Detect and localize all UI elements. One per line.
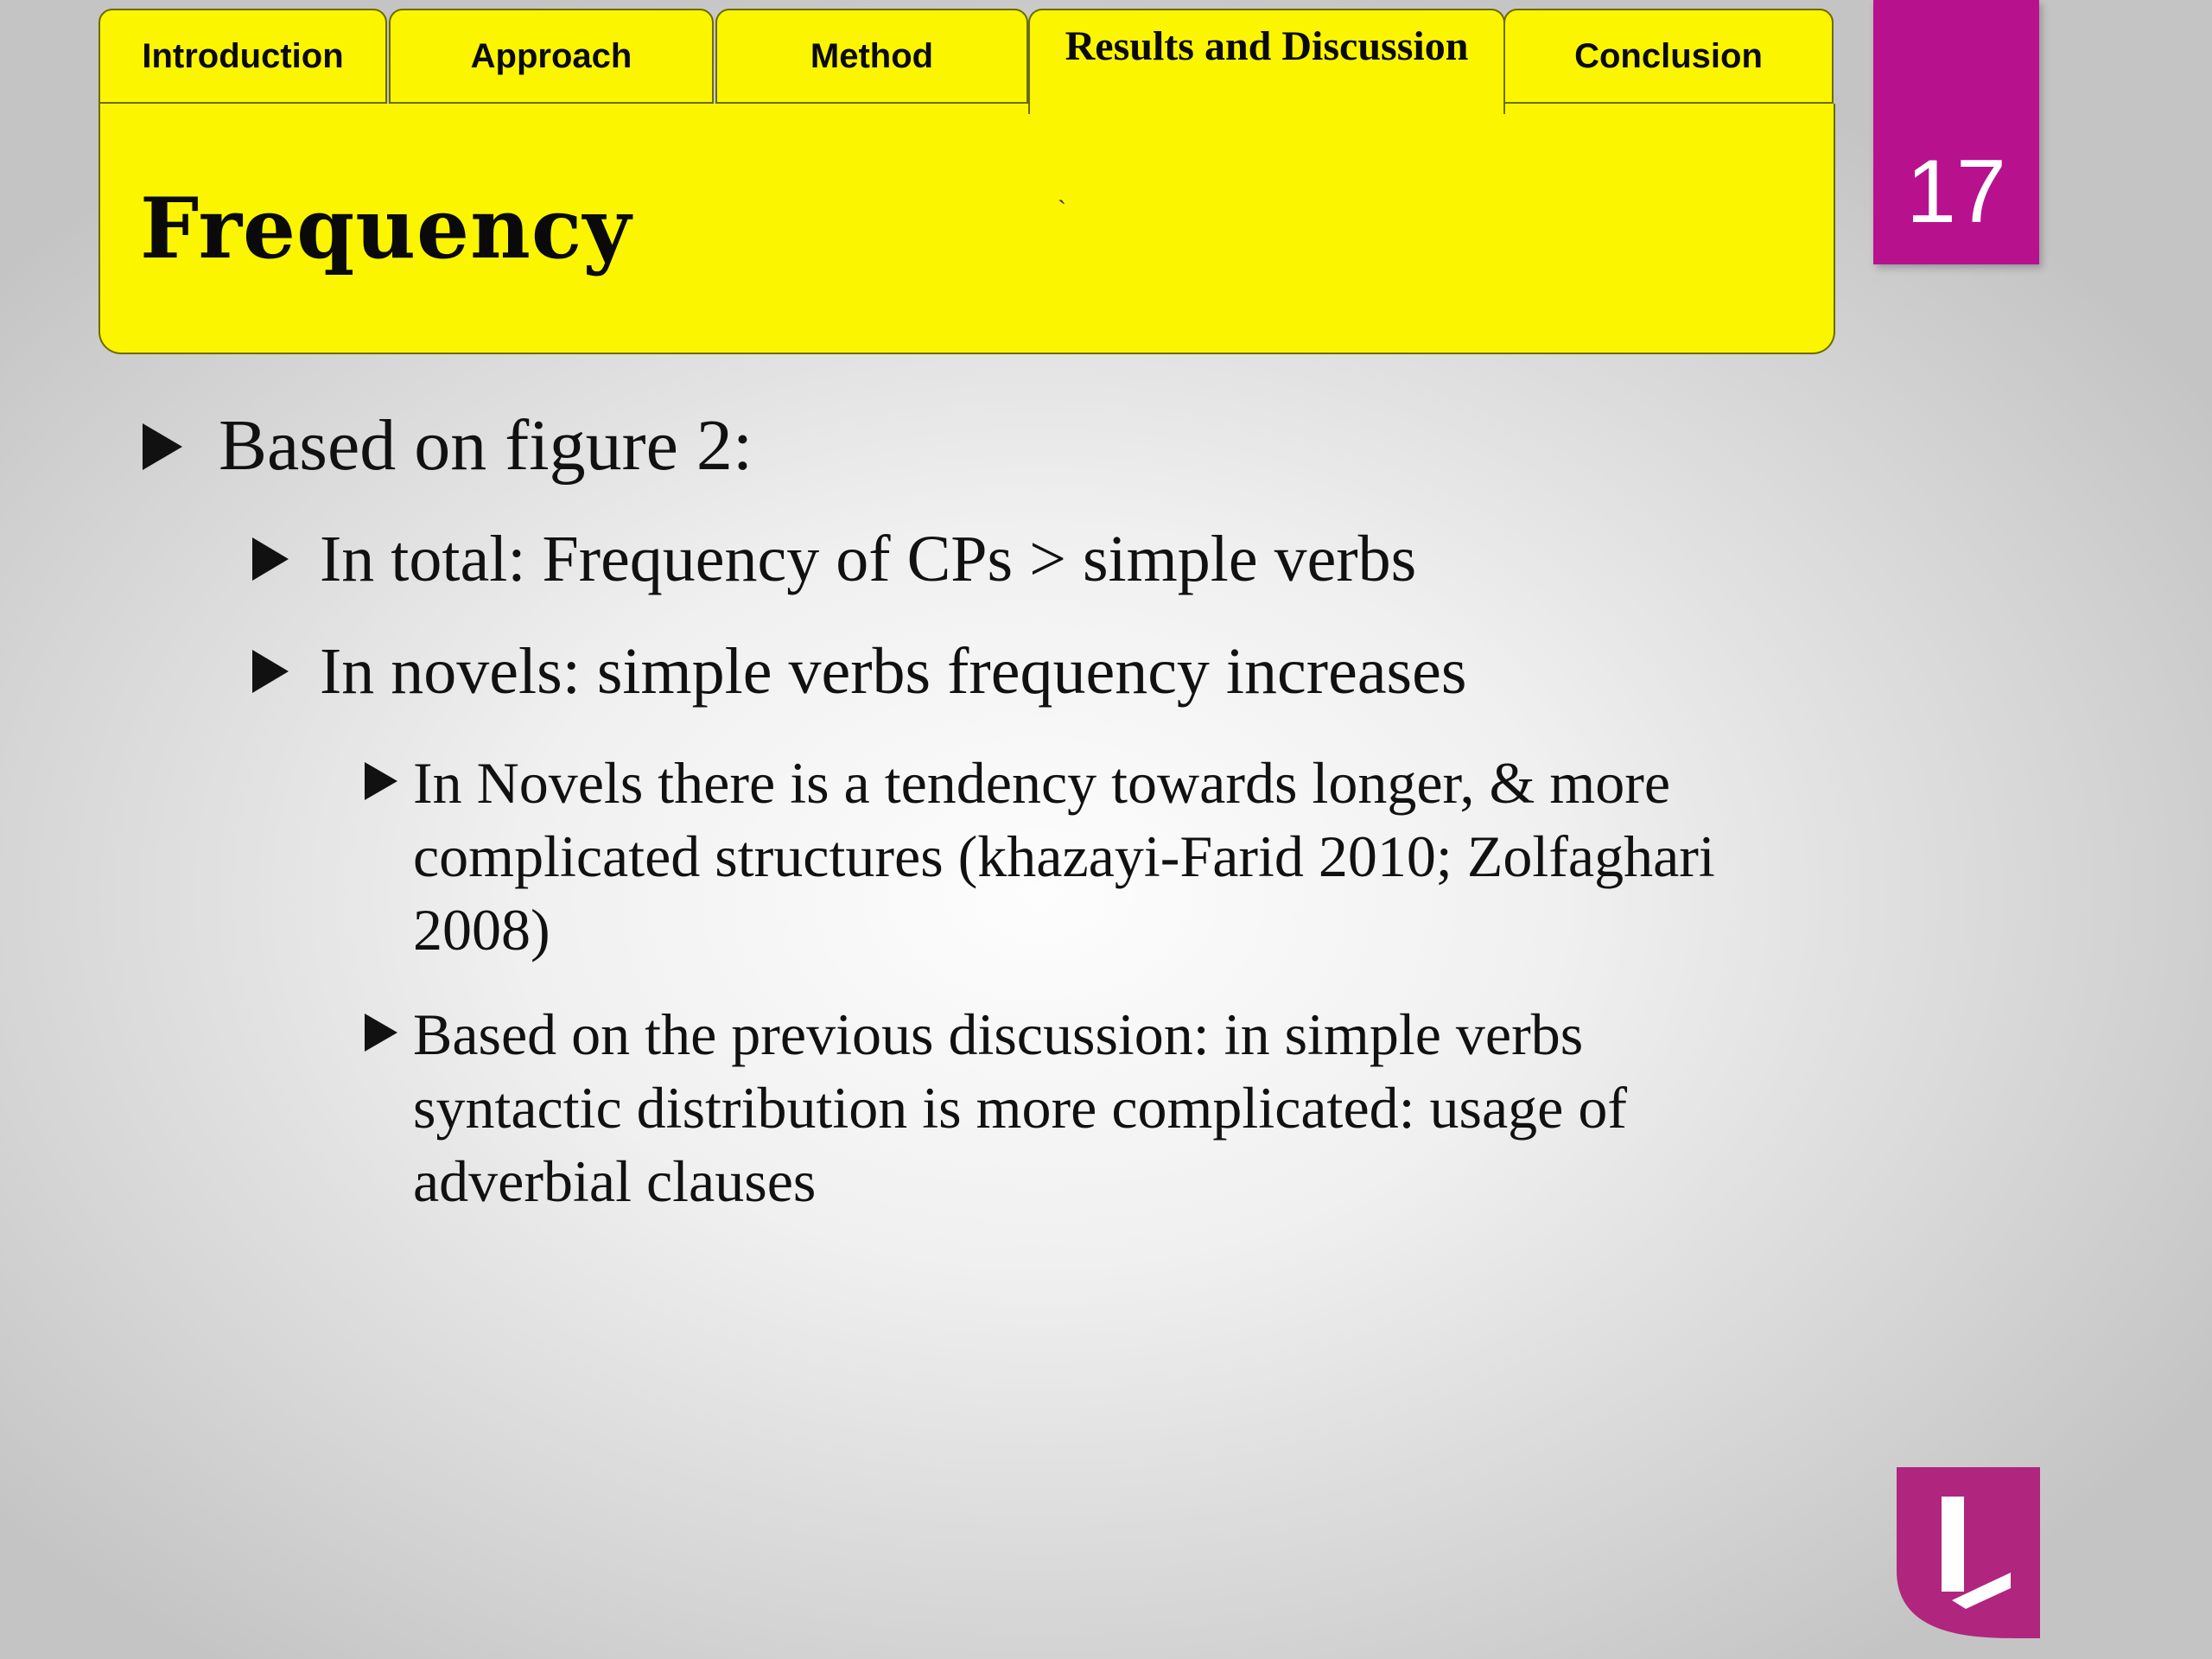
triangle-right-icon [365, 1014, 397, 1052]
triangle-right-icon [252, 650, 289, 693]
tab-introduction[interactable]: Introduction [99, 9, 387, 104]
tab-conclusion[interactable]: Conclusion [1503, 9, 1834, 104]
nested-bullet-text: In Novels there is a tendency towards longer, & more complicated structures (khazayi-Farid 2010; Zolfaghari 2008) [413, 750, 1715, 963]
sub-bullet-text: In total: Frequency of CPs > simple verbs [320, 523, 1417, 595]
triangle-right-icon [143, 423, 182, 470]
slide-title: Frequency [140, 180, 632, 277]
bullet-item [143, 406, 753, 486]
tab-results-and-discussion[interactable]: Results and Discussion [1028, 9, 1505, 114]
slide-number: 17 [1906, 142, 2006, 242]
triangle-right-icon [365, 762, 397, 800]
sub-bullet-item [252, 636, 1466, 709]
stray-mark: ` [1058, 195, 1066, 224]
slide-number-box [1873, 0, 2039, 264]
sub-bullet-text: In novels: simple verbs frequency increases [320, 635, 1467, 708]
slide-header [99, 9, 1834, 354]
nested-bullet-item [365, 998, 1796, 1218]
triangle-right-icon [252, 537, 289, 581]
nested-bullet-text: Based on the previous discussion: in simple verbs syntactic distribution is more complicated: usage of adverbial clauses [413, 1001, 1627, 1214]
bullet-text: Based on figure 2: [219, 405, 753, 486]
university-logo [1897, 1467, 2042, 1640]
sub-bullet-item [252, 524, 1416, 596]
tab-approach[interactable]: Approach [389, 9, 714, 104]
nested-bullet-item [365, 747, 1796, 967]
tab-method[interactable]: Method [715, 9, 1028, 104]
